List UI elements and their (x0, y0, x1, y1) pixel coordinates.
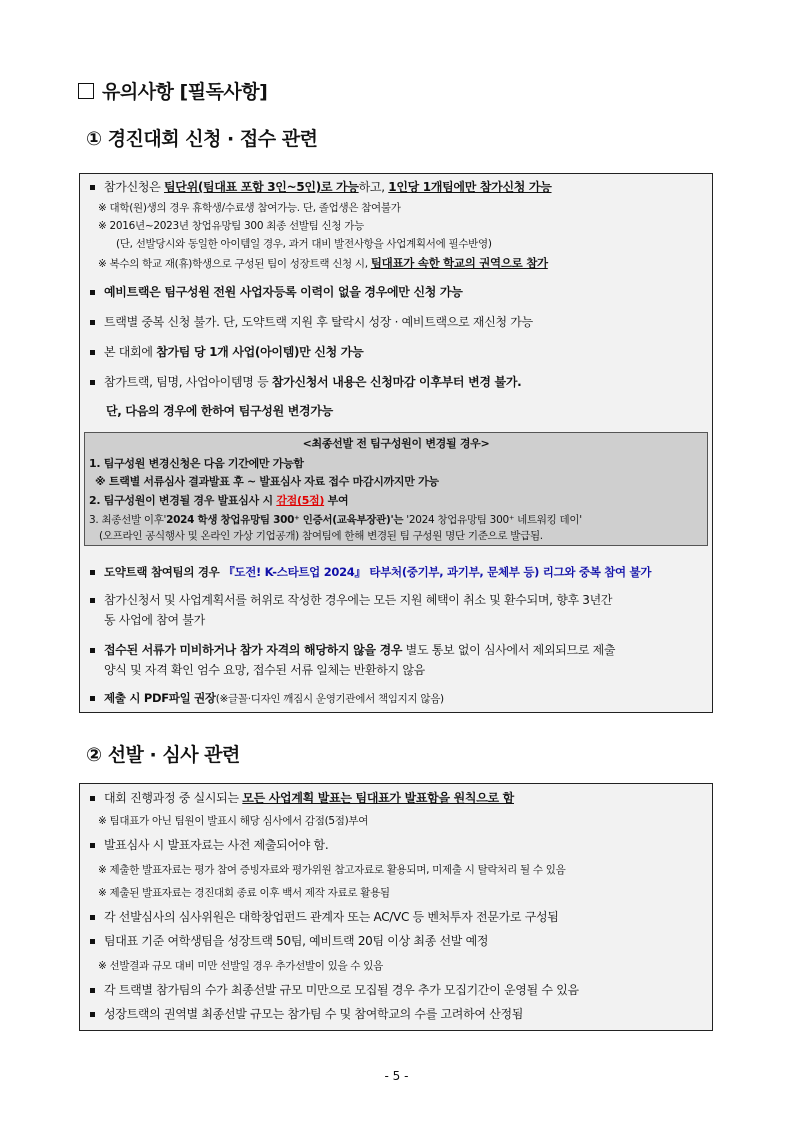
bullet-icon (90, 939, 95, 944)
s1-bullet-5-cont: 단, 다음의 경우에 한하여 팀구성원 변경가능 (106, 404, 333, 418)
bullet-icon (90, 350, 95, 355)
s1-bullet-3: 트랙별 중복 신청 불가. 단, 도약트랙 지원 후 탈락시 성장 · 예비트랙으로 재신청 가능 (104, 315, 533, 329)
s1-bullet-5: 참가트랙, 팀명, 사업아이템명 등 참가신청서 내용은 신청마감 이후부터 변경 불가. (104, 375, 522, 389)
bullet-icon (90, 915, 95, 920)
s2-note-2: ※ 제출한 발표자료는 평가 참여 증빙자료와 평가위원 참고자료로 활용되며, 미제출 시 탈락처리 될 수 있음 (98, 864, 566, 876)
s1-bullet-2: 예비트랙은 팀구성원 전원 사업자등록 이력이 없을 경우에만 신청 가능 (104, 285, 463, 299)
bullet-icon (90, 290, 95, 295)
bullet-icon (90, 320, 95, 325)
notice-line-5: (오프라인 공식행사 및 온라인 가상 기업공개) 참여팀에 한해 변경된 팀 구성원 명단 기준으로 발급됨. (99, 530, 543, 542)
bullet-icon (90, 570, 95, 575)
s1-bullet-7: 참가신청서 및 사업계획서를 허위로 작성한 경우에는 모든 지원 혜택이 취소 및 환수되며, 향후 3년간 (104, 593, 613, 607)
notice-title: <최종선발 전 팀구성원이 변경될 경우> (302, 437, 490, 450)
s1-note-1: ※ 대학(원)생의 경우 휴학생/수료생 참여가능. 단, 졸업생은 참여불가 (98, 202, 401, 214)
bullet-icon (90, 648, 95, 653)
bullet-icon (90, 796, 95, 801)
section1-heading: ① 경진대회 신청 · 접수 관련 (86, 128, 318, 150)
s1-bullet-8-cont: 양식 및 자격 확인 엄수 요망, 접수된 서류 일체는 반환하지 않음 (104, 663, 425, 677)
bullet-icon (90, 380, 95, 385)
s2-note-3: ※ 제출된 발표자료는 경진대회 종료 이후 백서 제작 자료로 활용됨 (98, 887, 390, 899)
team-change-notice-box (84, 432, 708, 546)
notice-line-2: ※ 트랙별 서류심사 결과발표 후 ~ 발표심사 자료 접수 마감시까지만 가능 (95, 475, 439, 488)
bullet-icon (90, 988, 95, 993)
s2-bullet-3: 각 선발심사의 심사위원은 대학창업펀드 관계자 또는 AC/VC 등 벤처투자 전문가로 구성됨 (104, 910, 559, 924)
section2-box (79, 783, 713, 1031)
s2-note-4: ※ 선발결과 규모 대비 미만 선발일 경우 추가선발이 있을 수 있음 (98, 960, 383, 972)
s2-bullet-4: 팀대표 기준 여학생팀을 성장트랙 50팀, 예비트랙 20팀 이상 최종 선발 예정 (104, 934, 489, 948)
bullet-icon (90, 1012, 95, 1017)
bullet-icon (90, 696, 95, 701)
s1-bullet-6: 도약트랙 참여팀의 경우 『도전! K-스타트업 2024』 타부처(중기부, 과기부, 문체부 등) 리그와 중복 참여 불가 (104, 565, 652, 579)
page-title: 유의사항 [필독사항] (78, 77, 267, 104)
section1-box (79, 173, 713, 713)
checkbox-square-icon (78, 83, 94, 99)
s2-bullet-1: 대회 진행과정 중 실시되는 모든 사업계획 발표는 팀대표가 발표함을 원칙으로 함 (104, 791, 514, 805)
bullet-icon (90, 598, 95, 603)
notice-line-3: 2. 팀구성원이 변경될 경우 발표심사 시 감점(5점) 부여 (89, 494, 349, 507)
s2-bullet-2: 발표심사 시 발표자료는 사전 제출되어야 함. (104, 838, 329, 852)
s1-note-4: ※ 복수의 학교 재(휴)학생으로 구성된 팀이 성장트랙 신청 시, 팀대표가 속한 학교의 권역으로 참가 (98, 256, 548, 270)
s1-bullet-8: 접수된 서류가 미비하거나 참가 자격의 해당하지 않을 경우 별도 통보 없이 심사에서 제외되므로 제출 (104, 643, 616, 657)
s2-bullet-6: 성장트랙의 권역별 최종선발 규모는 참가팀 수 및 참여학교의 수를 고려하여 산정됨 (104, 1007, 524, 1021)
s1-bullet-4: 본 대회에 참가팀 당 1개 사업(아이템)만 신청 가능 (104, 345, 364, 359)
notice-line-1: 1. 팀구성원 변경신청은 다음 기간에만 가능함 (89, 457, 304, 470)
s1-note-2: ※ 2016년~2023년 창업유망팀 300 최종 선발팀 신청 가능 (98, 220, 364, 232)
s1-note-3: (단, 선발당시와 동일한 아이템일 경우, 과거 대비 발전사항을 사업계획서에 필수반영) (116, 238, 492, 250)
bullet-icon (90, 185, 95, 190)
s1-bullet-7-cont: 동 사업에 참여 불가 (104, 613, 205, 627)
s2-note-1: ※ 팀대표가 아닌 팀원이 발표시 해당 심사에서 감점(5점)부여 (98, 815, 369, 827)
page-number: - 5 - (384, 1069, 409, 1083)
notice-line-4: 3. 최종선발 이후'2024 학생 창업유망팀 300⁺ 인증서(교육부장관)'는 '2024 창업유망팀 300⁺ 네트워킹 데이' (89, 514, 582, 526)
bullet-icon (90, 843, 95, 848)
s1-bullet-9: 제출 시 PDF파일 권장(※글꼴·디자인 깨짐시 운영기관에서 책임지지 않음) (104, 691, 444, 705)
s2-bullet-5: 각 트랙별 참가팀의 수가 최종선발 규모 미만으로 모집될 경우 추가 모집기간이 운영될 수 있음 (104, 983, 579, 997)
s1-bullet-1: 참가신청은 팀단위(팀대표 포함 3인~5인)로 가능하고, 1인당 1개팀에만 참가신청 가능 (104, 180, 552, 194)
section2-heading: ② 선발 · 심사 관련 (86, 744, 240, 766)
